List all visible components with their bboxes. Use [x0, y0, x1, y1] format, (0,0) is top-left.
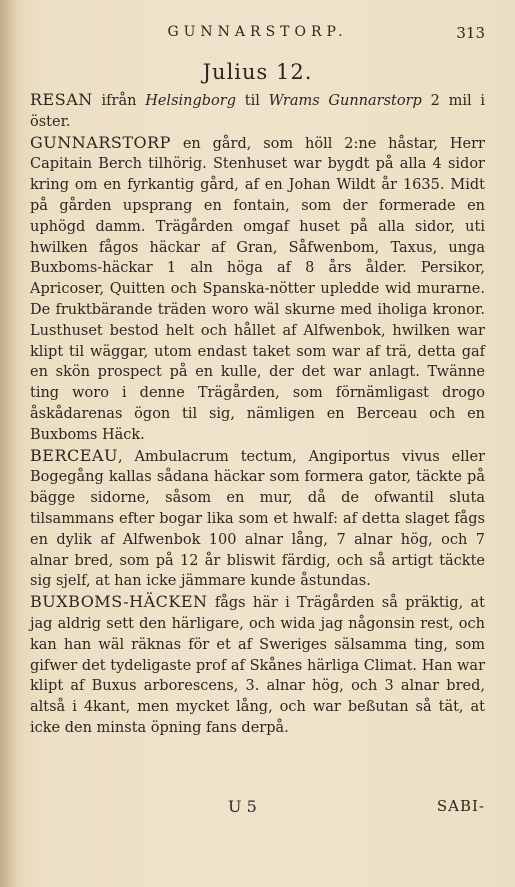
body-text — [30, 90, 485, 739]
paragraph-lead: BERCEAU — [30, 445, 118, 465]
paragraph-text: fågs här i Trägården så präktig, at jag aldrig sett den härligare, och wida jag någonsin rest, och kan han wäl räknas för et af Sweriges sälsamma ting, som gifwer det tydeligaste prof af Skånes härliga Climat. Han war klipt af Buxus arborescens, 3. alnar hög, och 3 alnar bred, altså i 4kant, men mycket lång, och war beßutan så tät, at icke den minsta öpning fans derpå. — [30, 595, 485, 736]
paragraph-text: en gård, som höll 2:ne håstar, Herr Capitain Berch tilhörig. Stenhuset war bygdt på alla 4 sidor kring om en fyrkantig gård, af en Johan Wildt år 1635. Midt på gården upsprang en fontain, som der formerade en uphögd damm. Trägården omgaf huset på alla sidor, uti hwilken fågos häckar af Gran, Såfwenbom, Taxus, unga Buxboms-häckar 1 aln höga af 8 års ålder. Persikor, Apricoser, Quitten och Spanska-nötter upledde wid murarne. De fruktbärande träden woro wäl skurne med iholiga kronor. Lusthuset bestod helt och hållet af Alfwenbok, hwilken war klipt til wäggar, utom endast taket som war af trä, detta gaf en skön prospect på en kulle, der det war anlagt. Twänne ting woro i denne Trägården, som förnämligast drogo åskådarenas ögon til sig, nämligen en Berceau och en Buxboms Häck. — [30, 135, 485, 443]
paragraph-text: til — [236, 93, 269, 109]
paragraph-resan — [30, 90, 485, 133]
catchword: SABI- — [436, 797, 485, 815]
page-number: 313 — [456, 24, 485, 42]
paragraph-lead: GUNNARSTORP — [30, 132, 171, 152]
paragraph-text: 2 mil i öster. — [30, 93, 485, 130]
paragraph-gunnarstorp — [30, 133, 485, 446]
paragraph-buxboms-hacken — [30, 592, 485, 739]
page-footer — [0, 797, 515, 827]
signature-mark: U 5 — [228, 797, 257, 816]
paragraph-lead: RESAN — [30, 90, 93, 109]
place-name: Helsingborg — [145, 93, 236, 109]
date-heading: Julius 12. — [202, 60, 313, 84]
running-title: GUNNARSTORP. — [167, 24, 348, 40]
running-head — [0, 22, 515, 46]
spine-shadow — [0, 0, 18, 887]
place-name: Wrams Gunnarstorp — [268, 93, 422, 109]
paragraph-text: , Ambulacrum tectum, Angiportus vivus eller Bogegång kallas sådana häckar som formera gator, täckte på bägge sidorne, såsom en mur, då de ofwantil sluta tilsammans efter bogar lika som et hwalf: af detta slaget fågs en dylik af Alfwenbok 100 alnar lång, 7 alnar hög, och 7 alnar bred, som på 12 år bliswit färdig, och så artigt täckte sig sjelf, at han icke jämmare kunde åstundas. — [30, 448, 485, 590]
paragraph-berceau — [30, 446, 485, 593]
paragraph-text: ifrån — [92, 93, 146, 109]
paragraph-lead: BUXBOMS-HÄCKEN — [30, 592, 208, 612]
